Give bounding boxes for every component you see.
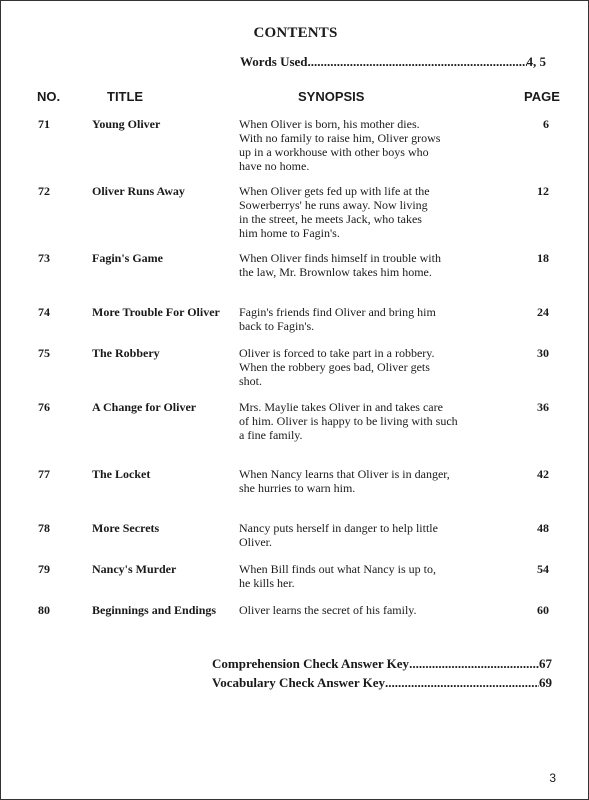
dot-leader <box>308 54 527 70</box>
synopsis-line: up in a workhouse with other boys who <box>239 145 429 159</box>
synopsis-line: she hurries to warn him. <box>239 481 356 495</box>
answer-key-page: 69 <box>539 675 552 690</box>
entry-page: 36 <box>537 400 549 414</box>
entry-page: 48 <box>537 521 549 535</box>
entry-page: 24 <box>537 305 549 319</box>
words-used-line <box>240 54 546 70</box>
entry-page: 12 <box>537 184 549 198</box>
dot-leader <box>385 675 539 691</box>
synopsis-line: When Oliver gets fed up with life at the <box>239 184 430 198</box>
entry-title: Beginnings and Endings <box>92 603 217 617</box>
entry-number: 77 <box>38 467 50 481</box>
entry-number: 72 <box>38 184 50 198</box>
entry-synopsis <box>239 467 489 495</box>
entry-title: More Secrets <box>92 521 160 535</box>
entry-page: 54 <box>537 562 549 576</box>
column-header-no: NO. <box>37 89 61 104</box>
entry-number: 76 <box>38 400 50 414</box>
answer-key-label: Comprehension Check Answer Key <box>212 656 410 671</box>
synopsis-line: Oliver learns the secret of his family. <box>239 603 417 617</box>
entry-synopsis <box>239 346 489 388</box>
synopsis-line: Oliver. <box>239 535 272 549</box>
synopsis-line: Mrs. Maylie takes Oliver in and takes care <box>239 400 443 414</box>
entry-synopsis <box>239 562 489 590</box>
column-header-synopsis: SYNOPSIS <box>298 89 365 104</box>
synopsis-line: him home to Fagin's. <box>239 226 340 240</box>
entry-synopsis <box>239 400 489 442</box>
synopsis-line: in the street, he meets Jack, who takes <box>239 212 422 226</box>
page-title: CONTENTS <box>253 25 338 41</box>
synopsis-line: When Nancy learns that Oliver is in danger, <box>239 467 450 481</box>
entry-title: More Trouble For Oliver <box>92 305 220 319</box>
entry-title: The Robbery <box>92 346 160 360</box>
synopsis-line: When the robbery goes bad, Oliver gets <box>239 360 430 374</box>
entry-number: 79 <box>38 562 50 576</box>
entry-number: 74 <box>38 305 50 319</box>
synopsis-line: a fine family. <box>239 428 303 442</box>
entry-page: 30 <box>537 346 549 360</box>
page-number: 3 <box>549 771 556 785</box>
synopsis-line: When Oliver is born, his mother dies. <box>239 117 420 131</box>
entry-title: A Change for Oliver <box>92 400 197 414</box>
dot-leader <box>409 656 539 672</box>
entry-synopsis <box>239 305 489 333</box>
entry-title: Oliver Runs Away <box>92 184 185 198</box>
entry-page: 6 <box>543 117 549 131</box>
synopsis-line: shot. <box>239 374 263 388</box>
synopsis-line: With no family to raise him, Oliver grows <box>239 131 441 145</box>
entry-title: Young Oliver <box>92 117 161 131</box>
entry-page: 42 <box>537 467 549 481</box>
entry-title: The Locket <box>92 467 151 481</box>
entry-number: 78 <box>38 521 50 535</box>
answer-key-label: Vocabulary Check Answer Key <box>212 675 385 690</box>
synopsis-line: back to Fagin's. <box>239 319 315 333</box>
synopsis-line: he kills her. <box>239 576 295 590</box>
answer-key-page: 67 <box>539 656 552 671</box>
column-header-title: TITLE <box>107 89 144 104</box>
synopsis-line: Fagin's friends find Oliver and bring him <box>239 305 436 319</box>
entry-number: 80 <box>38 603 50 617</box>
synopsis-line: have no home. <box>239 159 310 173</box>
answer-key-vocabulary <box>212 675 552 691</box>
synopsis-line: Oliver is forced to take part in a robbery. <box>239 346 435 360</box>
entry-number: 71 <box>38 117 50 131</box>
entry-title: Fagin's Game <box>92 251 163 265</box>
entry-synopsis <box>239 184 489 240</box>
column-header-page: PAGE <box>524 89 560 104</box>
synopsis-line: Sowerberrys' he runs away. Now living <box>239 198 428 212</box>
entry-title: Nancy's Murder <box>92 562 177 576</box>
synopsis-line: When Oliver finds himself in trouble with <box>239 251 441 265</box>
synopsis-line: the law, Mr. Brownlow takes him home. <box>239 265 432 279</box>
synopsis-line: Nancy puts herself in danger to help little <box>239 521 438 535</box>
synopsis-line: When Bill finds out what Nancy is up to, <box>239 562 436 576</box>
words-used-pages: 4, 5 <box>526 54 546 69</box>
entry-number: 73 <box>38 251 50 265</box>
answer-key-comprehension <box>212 656 552 672</box>
synopsis-line: of him. Oliver is happy to be living with such <box>239 414 458 428</box>
entry-page: 60 <box>537 603 549 617</box>
entry-synopsis <box>239 603 489 617</box>
entry-synopsis <box>239 251 489 279</box>
words-used-label: Words Used <box>240 54 308 69</box>
entry-page: 18 <box>537 251 549 265</box>
entry-synopsis <box>239 117 489 173</box>
entry-synopsis <box>239 521 489 549</box>
entry-number: 75 <box>38 346 50 360</box>
